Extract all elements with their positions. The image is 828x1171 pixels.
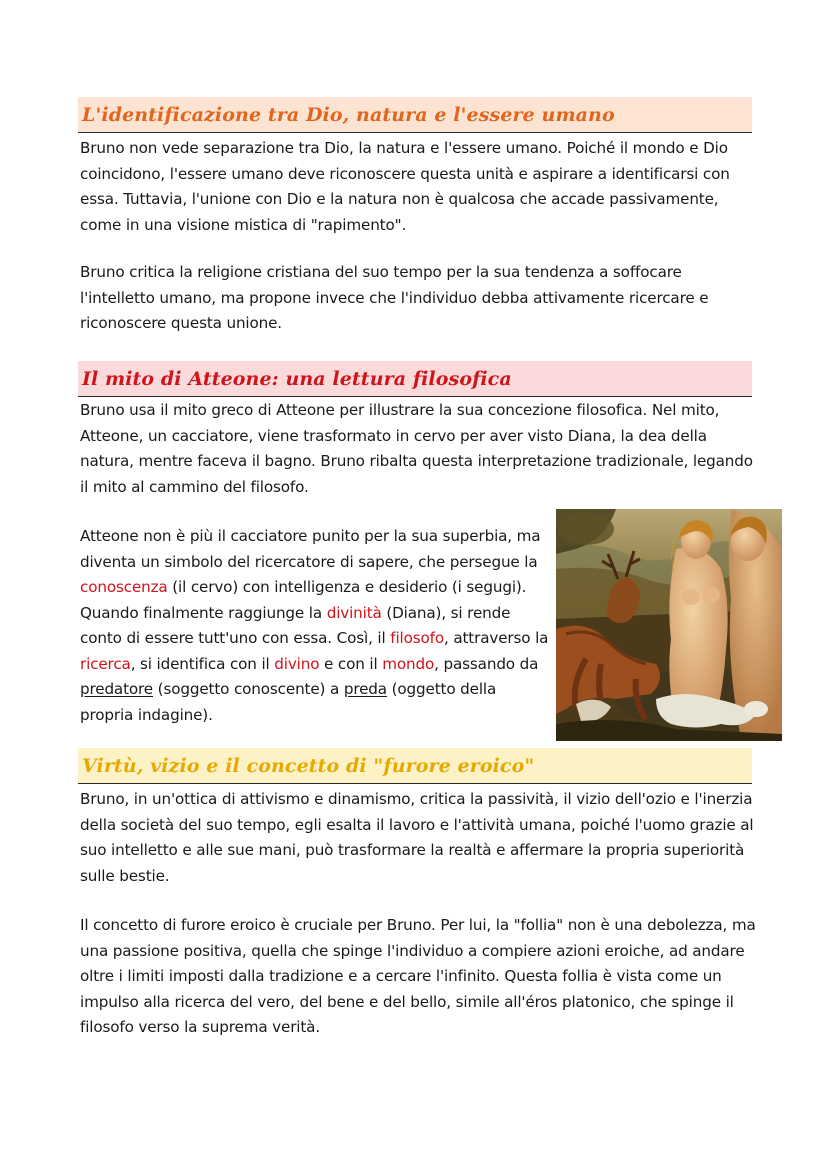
highlight-divino: divino (274, 654, 320, 673)
text-run: e con il (319, 654, 383, 673)
paragraph: Bruno non vede separazione tra Dio, la natura e l'essere umano. Poiché il mondo e Dio coincidono, l'essere umano deve riconoscere questa unità e aspirare a identificarsi con essa. Tuttavia, l'unione con Dio e la natura non è qualcosa che accade passivamente, come in una visione mistica di "rapimento". (80, 139, 730, 234)
text-run: Atteone non è più il cacciatore punito per la sua superbia, ma diventa un simbolo del ricercatore di sapere, che persegue la (80, 527, 541, 571)
paragraph: Bruno, in un'ottica di attivismo e dinamismo, critica la passività, il vizio dell'ozio e l'inerzia della società del suo tempo, egli esalta il lavoro e l'attività umana, poiché l'uomo grazie al suo intelletto e alle sue mani, può trasformare la realtà e affermare la propria superiorità sulle bestie. (80, 790, 754, 885)
highlight-divinita: divinità (326, 603, 382, 622)
text-run: (il cervo) con intelligenza e desiderio (i segugi). Quando finalmente raggiunge la (80, 578, 527, 622)
heading-text: Il mito di Atteone: una lettura filosofica (82, 367, 512, 390)
highlight-ricerca: ricerca (80, 654, 131, 673)
text-run: (oggetto della propria indagine). (80, 680, 497, 724)
underlined-predatore: predatore (80, 680, 153, 698)
heading-text: L'identificazione tra Dio, natura e l'essere umano (82, 103, 615, 126)
section-heading-furore-eroico (78, 748, 752, 784)
paragraph: Bruno critica la religione cristiana del suo tempo per la sua tendenza a soffocare l'intelletto umano, ma propone invece che l'individuo debba attivamente ricercare e riconoscere questa unione. (80, 263, 709, 332)
paragraph: Il concetto di furore eroico è cruciale per Bruno. Per lui, la "follia" non è una debolezza, ma una passione positiva, quella che spinge l'individuo a compiere azioni eroiche, ad andare oltre i limiti imposti dalla tradizione e a cercare l'infinito. Questa follia è vista come un impulso alla ricerca del vero, del bene e del bello, simile all'éros platonico, che spinge il filosofo verso la suprema verità. (80, 916, 756, 1036)
section-heading-identificazione (78, 97, 752, 133)
highlight-mondo: mondo (382, 654, 435, 673)
underlined-preda: preda (343, 680, 387, 698)
diana-atteone-painting (556, 509, 782, 741)
heading-text: Virtù, vizio e il concetto di "furore eroico" (82, 754, 535, 777)
text-run: , attraverso la (443, 629, 549, 647)
text-run: , si identifica con il (130, 654, 275, 673)
highlight-conoscenza: conoscenza (80, 578, 168, 596)
text-run: (Diana), si rende conto di essere tutt'uno con essa. Così, il (80, 603, 511, 647)
text-run: , passando da (434, 654, 539, 673)
text-run: (soggetto conoscente) a (153, 680, 344, 698)
paragraph-atteone-interpretation (80, 524, 550, 728)
paragraph: Bruno usa il mito greco di Atteone per illustrare la sua concezione filosofica. Nel mito, Atteone, un cacciatore, viene trasformato in cervo per aver visto Diana, la dea della natura, mentre faceva il bagno. Bruno ribalta questa interpretazione tradizionale, legando il mito al cammino del filosofo. (80, 401, 753, 496)
highlight-filosofo: filosofo (390, 629, 444, 647)
section-heading-atteone (78, 361, 752, 397)
